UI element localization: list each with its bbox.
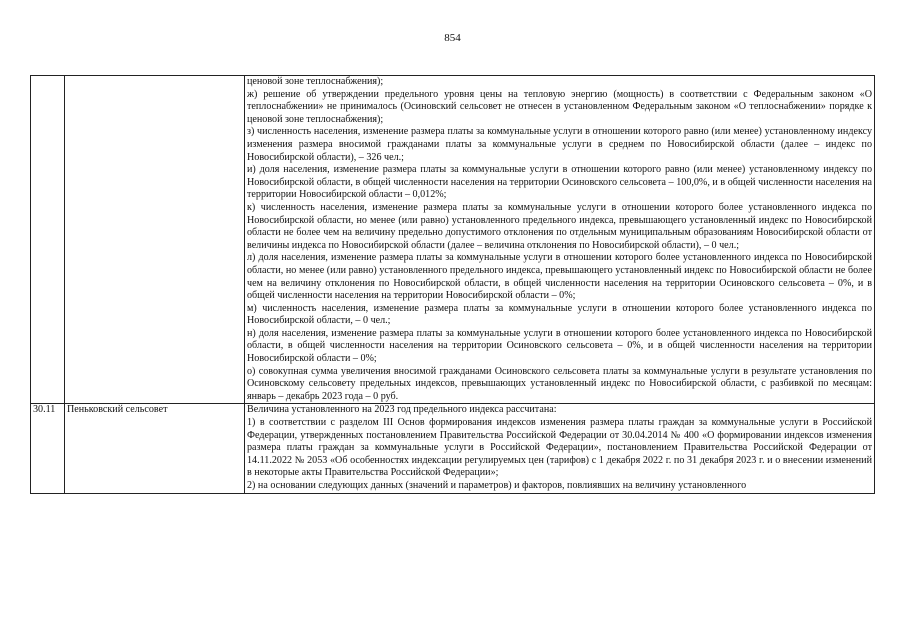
paragraph: Величина установленного на 2023 год предельного индекса рассчитана: — [247, 404, 557, 416]
paragraph: ж) решение об утверждении предельного уровня цены на тепловую энергию (мощность) в соответствии с Федеральным законом «О теплоснабжении» не принималось (Осиновский сельсовет не отнесен в установленном Федеральным законом «О теплоснабжении» порядке к ценовой зоне теплоснабжения); — [247, 88, 872, 125]
paragraph: н) доля населения, изменение размера платы за коммунальные услуги в отношении которого более установленного индекса по Новосибирской области, в общей численности населения на территории Осиновского сельсовета – 0%, и в общей численности населения на территории Новосибирской области – 0%; — [247, 327, 872, 365]
paragraph: о) совокупная сумма увеличения вносимой гражданами Осиновского сельсовета платы за коммунальные услуги в результате установления по Осиновскому сельсовету предельных индексов, превышающих установленный индекс по Новосибирской области, с разбивкой по месяцам: январь – декабрь 2023 года – 0 руб. — [247, 365, 872, 402]
paragraph: к) численность населения, изменение размера платы за коммунальные услуги в отношении которого более установленного индекса по Новосибирской области, но менее (или равно) установленного предельного индекса, превышающего установленный индекс по Новосибирской области не более чем на величину предельно допустимого отклонения по отдельным муниципальным образованиям Новосибирской области от величины индекса по Новосибирской области (далее – величина отклонения по Новосибирской области), – 0 чел.; — [247, 201, 872, 251]
municipality-name-cell — [65, 76, 245, 404]
municipality-name-cell: Пеньковский сельсовет — [65, 404, 245, 493]
description-cell — [245, 404, 875, 493]
paragraph: л) доля населения, изменение размера платы за коммунальные услуги в отношении которого более установленного индекса по Новосибирской области, но менее (или равно) установленного предельного индекса, превышающего установленный индекс по Новосибирской области не более чем на величину отклонения по Новосибирской области, в общей численности населения на территории Осиновского сельсовета – 0%, и в общей численности населения на территории Новосибирской области – 0%; — [247, 252, 872, 302]
table-row — [31, 404, 875, 493]
document-table — [30, 75, 875, 494]
row-number-cell: 30.11 — [31, 404, 65, 493]
paragraph: з) численность населения, изменение размера платы за коммунальные услуги в отношении которого равно (или менее) установленному индексу изменения размера вносимой гражданами платы за коммунальные услуги в среднем по Новосибирской области (далее – индекс по Новосибирской области), – 326 чел.; — [247, 126, 872, 163]
table-row — [31, 76, 875, 404]
paragraph: 1) в соответствии с разделом III Основ формирования индексов изменения размера платы граждан за коммунальные услуги в Российской Федерации, утвержденных постановлением Правительства Российской Федерации от 30.04.2014 № 400 «О формировании индексов изменения размера платы граждан за коммунальные услуги в Российской Федерации», постановлением Правительства Российской Федерации от 14.11.2022 № 2053 «Об особенностях индексации регулируемых цен (тарифов) с 1 декабря 2022 г. по 31 декабря 2023 г. и о внесении изменений в некоторые акты Правительства Российской Федерации»; — [247, 417, 872, 479]
paragraph: 2) на основании следующих данных (значений и параметров) и факторов, повлиявших на величину установленного — [247, 480, 747, 491]
row-number-cell — [31, 76, 65, 404]
description-cell — [245, 76, 875, 404]
paragraph: и) доля населения, изменение размера платы за коммунальные услуги в отношении которого равно (или менее) установленному индексу по Новосибирской области, в общей численности населения на территории Осиновского сельсовета – 100,0%, и в общей численности населения на территории Новосибирской области – 0,012%; — [247, 164, 872, 201]
paragraph: ценовой зоне теплоснабжения); — [247, 76, 384, 87]
page-number: 854 — [444, 32, 461, 44]
paragraph: м) численность населения, изменение размера платы за коммунальные услуги в отношении которого более установленного индекса по Новосибирской области, – 0 чел.; — [247, 302, 872, 327]
